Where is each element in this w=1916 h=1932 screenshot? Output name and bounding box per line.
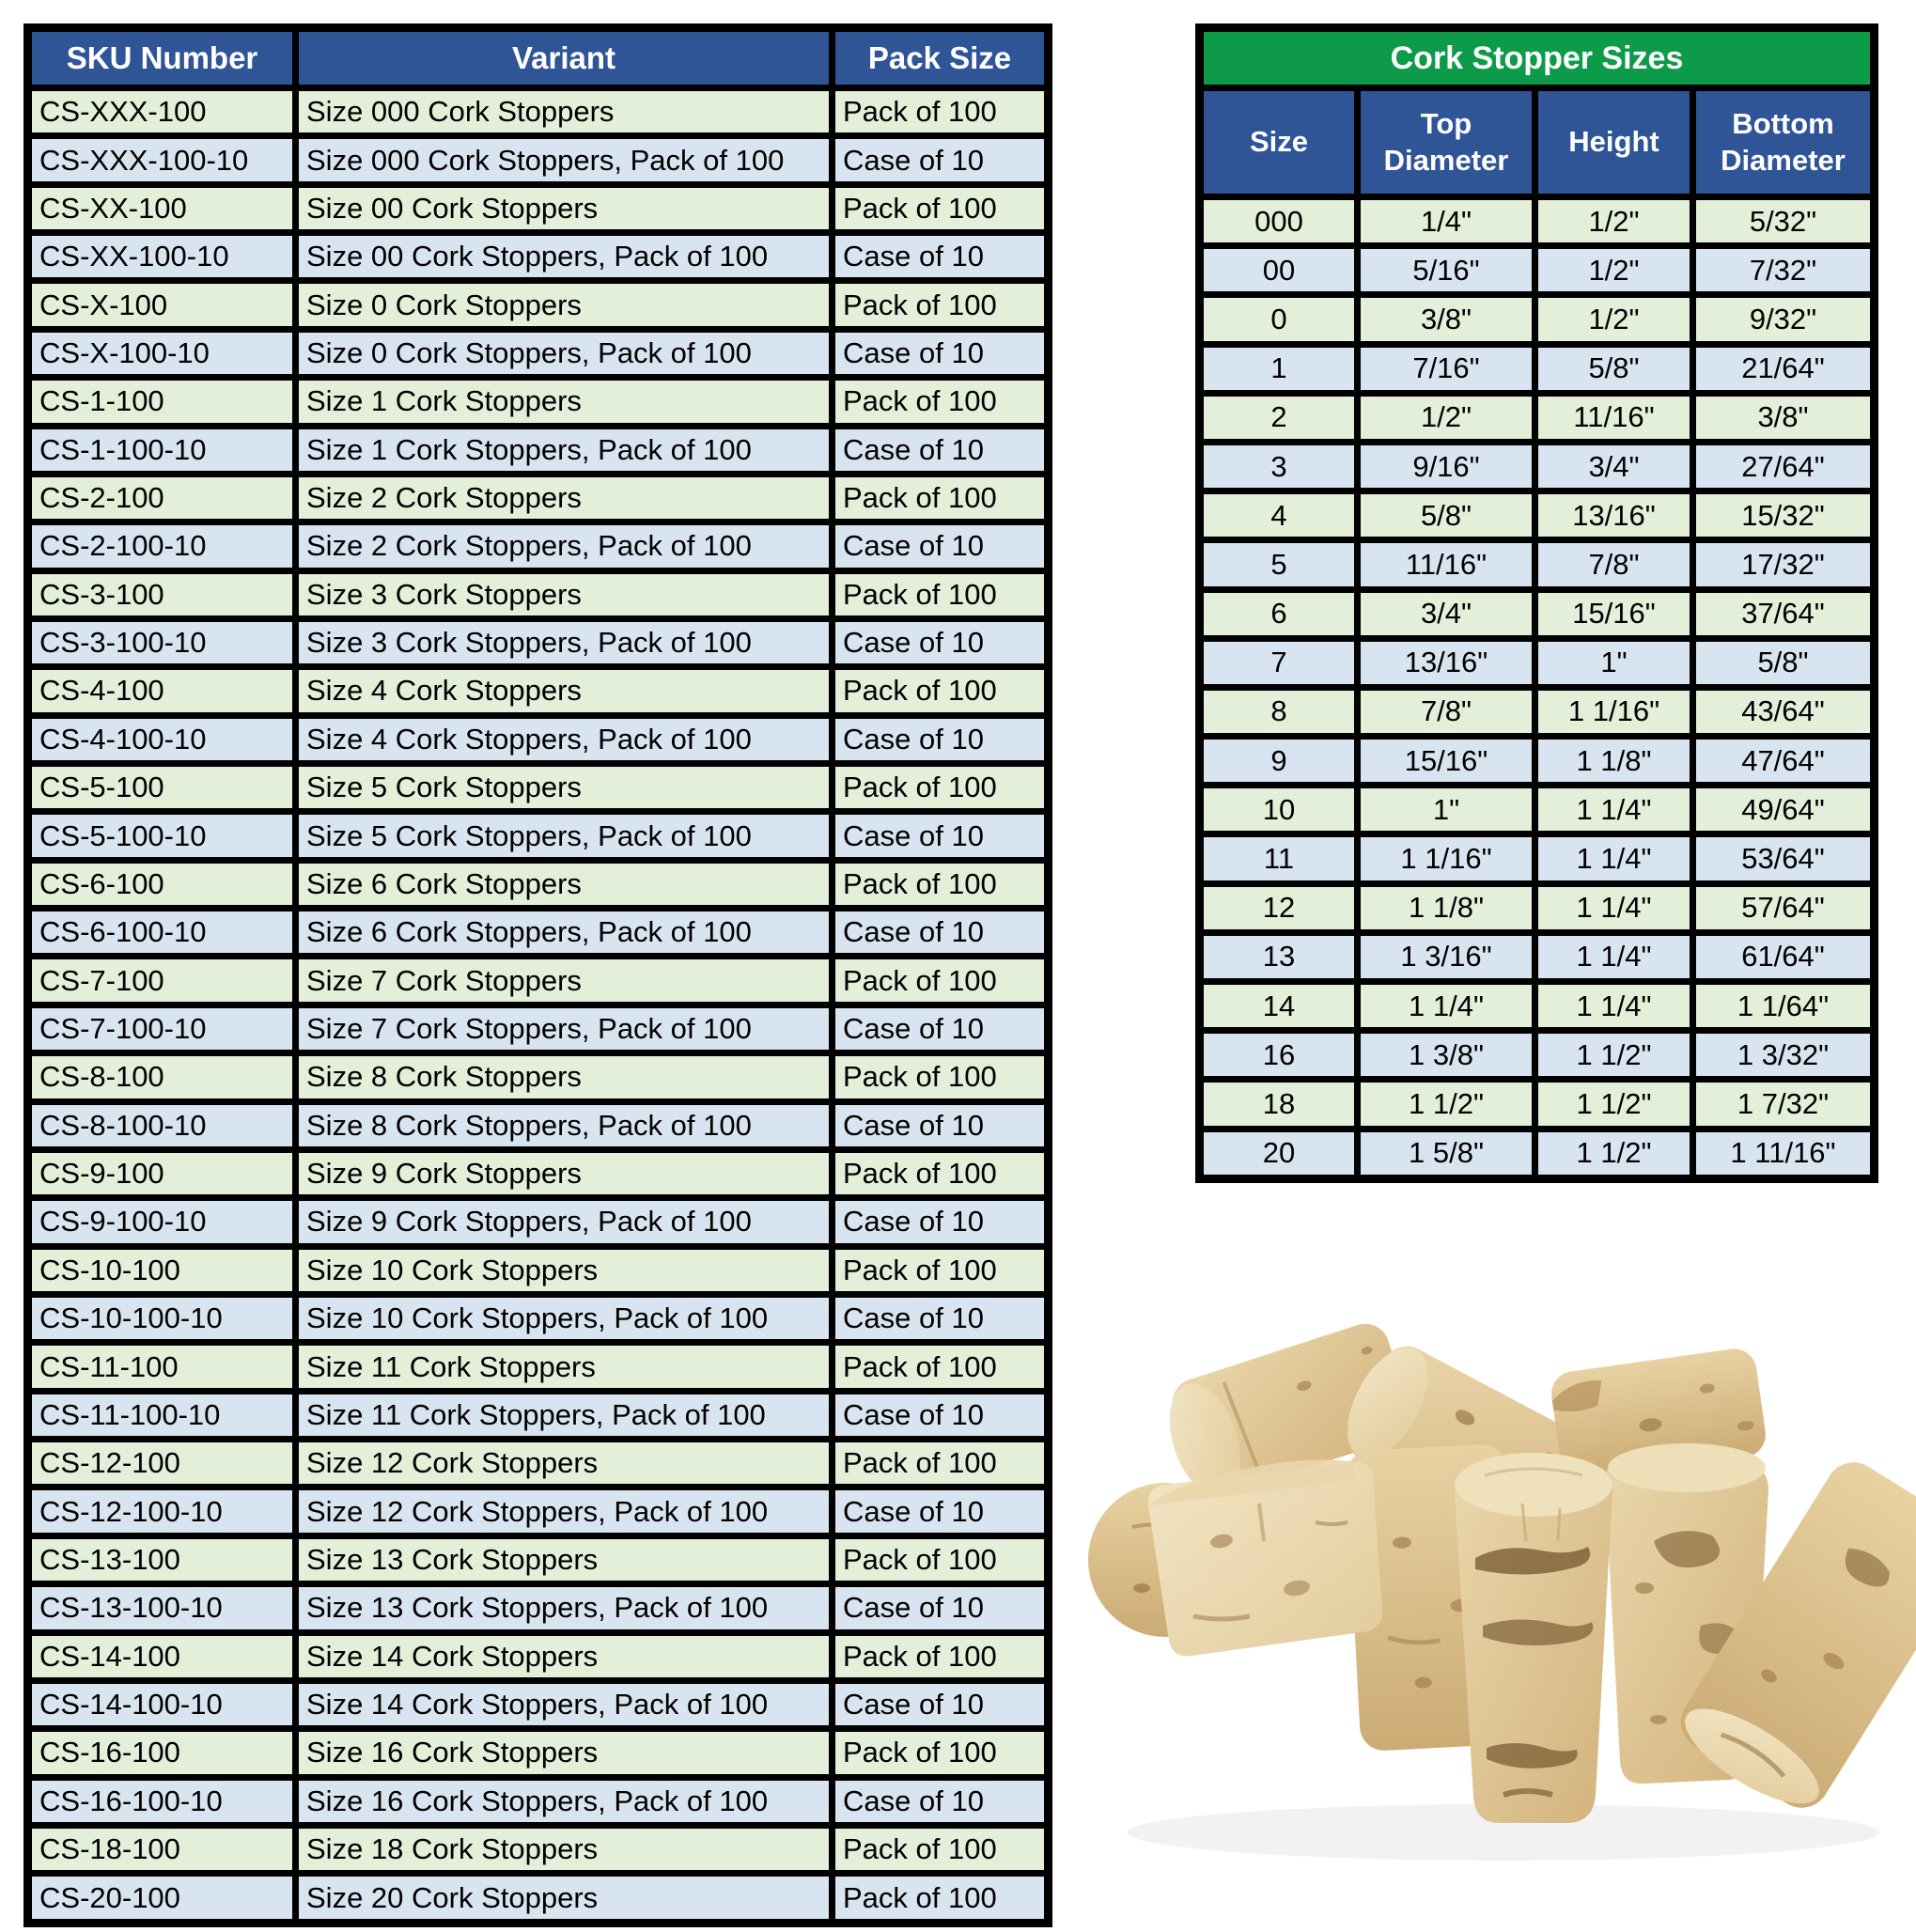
col-header-variant: Variant bbox=[296, 28, 833, 88]
table-row bbox=[1200, 883, 1875, 932]
table-row bbox=[28, 184, 1049, 232]
top-diameter-cell: 1 1/2" bbox=[1358, 1080, 1535, 1129]
height-cell: 5/8" bbox=[1535, 344, 1693, 393]
col-header-sku-number: SKU Number bbox=[28, 28, 296, 88]
variant-cell: Size 9 Cork Stoppers, Pack of 100 bbox=[296, 1198, 833, 1246]
size-cell: 000 bbox=[1200, 197, 1358, 246]
sku-cell: CS-5-100-10 bbox=[28, 812, 296, 860]
size-cell: 6 bbox=[1200, 589, 1358, 638]
table-row bbox=[28, 667, 1049, 715]
pack-size-cell: Pack of 100 bbox=[833, 1149, 1049, 1197]
height-cell: 13/16" bbox=[1535, 491, 1693, 540]
table-row bbox=[1200, 540, 1875, 589]
top-diameter-cell: 1 1/8" bbox=[1358, 883, 1535, 932]
table-row bbox=[28, 1343, 1049, 1391]
sku-cell: CS-9-100 bbox=[28, 1149, 296, 1197]
size-cell: 9 bbox=[1200, 737, 1358, 786]
table-row bbox=[28, 378, 1049, 426]
table-row bbox=[28, 1584, 1049, 1632]
table-row bbox=[28, 1488, 1049, 1535]
size-cell: 4 bbox=[1200, 491, 1358, 540]
table-row bbox=[28, 426, 1049, 474]
variant-cell: Size 1 Cork Stoppers bbox=[296, 378, 833, 426]
table-row bbox=[1200, 638, 1875, 687]
top-diameter-cell: 9/16" bbox=[1358, 442, 1535, 491]
size-cell: 5 bbox=[1200, 540, 1358, 589]
pack-size-cell: Case of 10 bbox=[833, 426, 1049, 474]
top-diameter-cell: 7/16" bbox=[1358, 344, 1535, 393]
variant-cell: Size 13 Cork Stoppers, Pack of 100 bbox=[296, 1584, 833, 1632]
variant-cell: Size 000 Cork Stoppers bbox=[296, 88, 833, 136]
pack-size-cell: Case of 10 bbox=[833, 1294, 1049, 1342]
pack-size-cell: Pack of 100 bbox=[833, 1343, 1049, 1391]
variant-cell: Size 18 Cork Stoppers bbox=[296, 1825, 833, 1873]
bottom-diameter-cell: 43/64" bbox=[1693, 687, 1875, 736]
table-row bbox=[1200, 834, 1875, 883]
bottom-diameter-cell: 57/64" bbox=[1693, 883, 1875, 932]
height-cell: 7/8" bbox=[1535, 540, 1693, 589]
table-row bbox=[28, 522, 1049, 570]
sku-cell: CS-12-100-10 bbox=[28, 1488, 296, 1535]
sku-cell: CS-20-100 bbox=[28, 1874, 296, 1924]
variant-cell: Size 20 Cork Stoppers bbox=[296, 1874, 833, 1924]
table-row bbox=[28, 1005, 1049, 1052]
bottom-diameter-cell: 1 1/64" bbox=[1693, 982, 1875, 1031]
table-row bbox=[28, 812, 1049, 860]
cork-front-center bbox=[1455, 1453, 1612, 1823]
variant-cell: Size 10 Cork Stoppers, Pack of 100 bbox=[296, 1294, 833, 1342]
sku-cell: CS-18-100 bbox=[28, 1825, 296, 1873]
table-row bbox=[28, 909, 1049, 957]
sku-cell: CS-X-100-10 bbox=[28, 329, 296, 377]
bottom-diameter-cell: 49/64" bbox=[1693, 786, 1875, 834]
pack-size-cell: Pack of 100 bbox=[833, 764, 1049, 812]
table-row bbox=[28, 860, 1049, 908]
sku-cell: CS-4-100-10 bbox=[28, 715, 296, 763]
table-row bbox=[1200, 786, 1875, 834]
height-cell: 1 1/2" bbox=[1535, 1080, 1693, 1129]
pack-size-cell: Case of 10 bbox=[833, 715, 1049, 763]
top-diameter-cell: 1/2" bbox=[1358, 393, 1535, 442]
height-cell: 1" bbox=[1535, 638, 1693, 687]
sku-cell: CS-5-100 bbox=[28, 764, 296, 812]
bottom-diameter-cell: 1 11/16" bbox=[1693, 1129, 1875, 1178]
sku-cell: CS-12-100 bbox=[28, 1440, 296, 1488]
table-row bbox=[1200, 344, 1875, 393]
height-cell: 1 1/4" bbox=[1535, 834, 1693, 883]
pack-size-cell: Pack of 100 bbox=[833, 88, 1049, 136]
top-diameter-cell: 3/4" bbox=[1358, 589, 1535, 638]
table-row bbox=[1200, 1129, 1875, 1178]
size-cell: 3 bbox=[1200, 442, 1358, 491]
variant-cell: Size 0 Cork Stoppers, Pack of 100 bbox=[296, 329, 833, 377]
table-row bbox=[28, 233, 1049, 281]
top-diameter-cell: 1" bbox=[1358, 786, 1535, 834]
top-diameter-cell: 1/4" bbox=[1358, 197, 1535, 246]
sku-table-body bbox=[28, 88, 1049, 1924]
variant-cell: Size 2 Cork Stoppers bbox=[296, 474, 833, 522]
variant-cell: Size 9 Cork Stoppers bbox=[296, 1149, 833, 1197]
pack-size-cell: Case of 10 bbox=[833, 1680, 1049, 1728]
cork-stoppers-photo bbox=[1081, 1306, 1916, 1889]
col-header-size: Size bbox=[1200, 88, 1358, 197]
variant-cell: Size 4 Cork Stoppers bbox=[296, 667, 833, 715]
table-row bbox=[28, 618, 1049, 666]
table-row bbox=[28, 957, 1049, 1005]
table-row bbox=[28, 1149, 1049, 1197]
variant-cell: Size 12 Cork Stoppers, Pack of 100 bbox=[296, 1488, 833, 1535]
pack-size-cell: Pack of 100 bbox=[833, 957, 1049, 1005]
size-cell: 1 bbox=[1200, 344, 1358, 393]
variant-cell: Size 8 Cork Stoppers bbox=[296, 1053, 833, 1101]
pack-size-cell: Pack of 100 bbox=[833, 1535, 1049, 1583]
table-row bbox=[28, 715, 1049, 763]
table-row bbox=[1200, 197, 1875, 246]
height-cell: 1 1/4" bbox=[1535, 932, 1693, 981]
size-cell: 13 bbox=[1200, 932, 1358, 981]
sizes-table-body bbox=[1200, 197, 1875, 1179]
pack-size-cell: Pack of 100 bbox=[833, 1053, 1049, 1101]
table-row bbox=[28, 1777, 1049, 1825]
sku-cell: CS-XX-100 bbox=[28, 184, 296, 232]
bottom-diameter-cell: 1 7/32" bbox=[1693, 1080, 1875, 1129]
col-header-pack-size: Pack Size bbox=[833, 28, 1049, 88]
bottom-diameter-cell: 1 3/32" bbox=[1693, 1031, 1875, 1080]
variant-cell: Size 14 Cork Stoppers bbox=[296, 1632, 833, 1680]
pack-size-cell: Case of 10 bbox=[833, 1777, 1049, 1825]
height-cell: 1/2" bbox=[1535, 246, 1693, 295]
table-row bbox=[1200, 589, 1875, 638]
pack-size-cell: Pack of 100 bbox=[833, 1729, 1049, 1777]
height-cell: 11/16" bbox=[1535, 393, 1693, 442]
sku-cell: CS-XXX-100 bbox=[28, 88, 296, 136]
size-cell: 16 bbox=[1200, 1031, 1358, 1080]
sku-cell: CS-7-100-10 bbox=[28, 1005, 296, 1052]
height-cell: 1 1/2" bbox=[1535, 1031, 1693, 1080]
top-diameter-cell: 15/16" bbox=[1358, 737, 1535, 786]
table-row bbox=[28, 1391, 1049, 1439]
table-row bbox=[28, 329, 1049, 377]
height-cell: 15/16" bbox=[1535, 589, 1693, 638]
size-cell: 0 bbox=[1200, 295, 1358, 344]
sku-cell: CS-2-100-10 bbox=[28, 522, 296, 570]
cork-front-left bbox=[1148, 1460, 1382, 1657]
variant-cell: Size 3 Cork Stoppers, Pack of 100 bbox=[296, 618, 833, 666]
sku-cell: CS-XXX-100-10 bbox=[28, 136, 296, 184]
bottom-diameter-cell: 7/32" bbox=[1693, 246, 1875, 295]
variant-cell: Size 00 Cork Stoppers, Pack of 100 bbox=[296, 233, 833, 281]
top-diameter-cell: 11/16" bbox=[1358, 540, 1535, 589]
size-cell: 18 bbox=[1200, 1080, 1358, 1129]
variant-cell: Size 10 Cork Stoppers bbox=[296, 1246, 833, 1294]
table-row bbox=[28, 474, 1049, 522]
top-diameter-cell: 3/8" bbox=[1358, 295, 1535, 344]
bottom-diameter-cell: 17/32" bbox=[1693, 540, 1875, 589]
pack-size-cell: Pack of 100 bbox=[833, 667, 1049, 715]
table-row bbox=[28, 764, 1049, 812]
table-row bbox=[1200, 687, 1875, 736]
table-row bbox=[28, 1825, 1049, 1873]
sku-cell: CS-13-100 bbox=[28, 1535, 296, 1583]
bottom-diameter-cell: 5/8" bbox=[1693, 638, 1875, 687]
variant-cell: Size 7 Cork Stoppers, Pack of 100 bbox=[296, 1005, 833, 1052]
col-header-bottom-diameter: Bottom Diameter bbox=[1693, 88, 1875, 197]
variant-cell: Size 8 Cork Stoppers, Pack of 100 bbox=[296, 1101, 833, 1149]
size-cell: 10 bbox=[1200, 786, 1358, 834]
top-diameter-cell: 1 3/16" bbox=[1358, 932, 1535, 981]
sku-cell: CS-16-100-10 bbox=[28, 1777, 296, 1825]
pack-size-cell: Case of 10 bbox=[833, 1101, 1049, 1149]
pack-size-cell: Pack of 100 bbox=[833, 1874, 1049, 1924]
height-cell: 1 1/16" bbox=[1535, 687, 1693, 736]
pack-size-cell: Case of 10 bbox=[833, 812, 1049, 860]
variant-cell: Size 6 Cork Stoppers, Pack of 100 bbox=[296, 909, 833, 957]
variant-cell: Size 16 Cork Stoppers, Pack of 100 bbox=[296, 1777, 833, 1825]
variant-cell: Size 16 Cork Stoppers bbox=[296, 1729, 833, 1777]
variant-cell: Size 000 Cork Stoppers, Pack of 100 bbox=[296, 136, 833, 184]
table-row bbox=[28, 1680, 1049, 1728]
sku-cell: CS-X-100 bbox=[28, 281, 296, 329]
bottom-diameter-cell: 37/64" bbox=[1693, 589, 1875, 638]
table-row bbox=[28, 136, 1049, 184]
variant-cell: Size 11 Cork Stoppers bbox=[296, 1343, 833, 1391]
pack-size-cell: Case of 10 bbox=[833, 1198, 1049, 1246]
sizes-table-title: Cork Stopper Sizes bbox=[1200, 28, 1875, 88]
variant-cell: Size 11 Cork Stoppers, Pack of 100 bbox=[296, 1391, 833, 1439]
variant-cell: Size 3 Cork Stoppers bbox=[296, 570, 833, 618]
table-row bbox=[28, 281, 1049, 329]
size-cell: 2 bbox=[1200, 393, 1358, 442]
top-diameter-cell: 1 1/4" bbox=[1358, 982, 1535, 1031]
bottom-diameter-cell: 53/64" bbox=[1693, 834, 1875, 883]
size-cell: 12 bbox=[1200, 883, 1358, 932]
table-row bbox=[1200, 1031, 1875, 1080]
table-row bbox=[28, 1440, 1049, 1488]
height-cell: 1/2" bbox=[1535, 197, 1693, 246]
variant-cell: Size 2 Cork Stoppers, Pack of 100 bbox=[296, 522, 833, 570]
height-cell: 1/2" bbox=[1535, 295, 1693, 344]
top-diameter-cell: 13/16" bbox=[1358, 638, 1535, 687]
bottom-diameter-cell: 61/64" bbox=[1693, 932, 1875, 981]
pack-size-cell: Case of 10 bbox=[833, 618, 1049, 666]
sku-cell: CS-3-100 bbox=[28, 570, 296, 618]
table-row bbox=[1200, 737, 1875, 786]
pack-size-cell: Pack of 100 bbox=[833, 1246, 1049, 1294]
col-header-height: Height bbox=[1535, 88, 1693, 197]
table-row bbox=[1200, 442, 1875, 491]
bottom-diameter-cell: 5/32" bbox=[1693, 197, 1875, 246]
table-row bbox=[28, 1294, 1049, 1342]
col-header-top-diameter: Top Diameter bbox=[1358, 88, 1535, 197]
size-cell: 7 bbox=[1200, 638, 1358, 687]
pack-size-cell: Case of 10 bbox=[833, 1391, 1049, 1439]
pack-size-cell: Pack of 100 bbox=[833, 184, 1049, 232]
sku-cell: CS-XX-100-10 bbox=[28, 233, 296, 281]
sku-cell: CS-10-100-10 bbox=[28, 1294, 296, 1342]
sku-cell: CS-4-100 bbox=[28, 667, 296, 715]
variant-cell: Size 0 Cork Stoppers bbox=[296, 281, 833, 329]
pack-size-cell: Pack of 100 bbox=[833, 378, 1049, 426]
table-row bbox=[1200, 1080, 1875, 1129]
table-row bbox=[1200, 246, 1875, 295]
bottom-diameter-cell: 27/64" bbox=[1693, 442, 1875, 491]
sku-table-header-row bbox=[28, 28, 1049, 88]
sizes-table-title-row bbox=[1200, 28, 1875, 88]
pack-size-cell: Case of 10 bbox=[833, 1488, 1049, 1535]
pack-size-cell: Case of 10 bbox=[833, 233, 1049, 281]
variant-cell: Size 12 Cork Stoppers bbox=[296, 1440, 833, 1488]
height-cell: 1 1/4" bbox=[1535, 786, 1693, 834]
variant-cell: Size 13 Cork Stoppers bbox=[296, 1535, 833, 1583]
table-row bbox=[1200, 932, 1875, 981]
sku-cell: CS-8-100-10 bbox=[28, 1101, 296, 1149]
table-row bbox=[28, 570, 1049, 618]
sku-cell: CS-11-100 bbox=[28, 1343, 296, 1391]
pack-size-cell: Case of 10 bbox=[833, 136, 1049, 184]
pack-size-cell: Case of 10 bbox=[833, 909, 1049, 957]
pack-size-cell: Pack of 100 bbox=[833, 281, 1049, 329]
pack-size-cell: Pack of 100 bbox=[833, 860, 1049, 908]
sku-cell: CS-6-100-10 bbox=[28, 909, 296, 957]
variant-cell: Size 6 Cork Stoppers bbox=[296, 860, 833, 908]
size-cell: 00 bbox=[1200, 246, 1358, 295]
bottom-diameter-cell: 47/64" bbox=[1693, 737, 1875, 786]
top-diameter-cell: 1 3/8" bbox=[1358, 1031, 1535, 1080]
top-diameter-cell: 7/8" bbox=[1358, 687, 1535, 736]
table-row bbox=[28, 1101, 1049, 1149]
table-row bbox=[28, 88, 1049, 136]
table-row bbox=[28, 1198, 1049, 1246]
sku-cell: CS-16-100 bbox=[28, 1729, 296, 1777]
table-row bbox=[1200, 393, 1875, 442]
variant-cell: Size 4 Cork Stoppers, Pack of 100 bbox=[296, 715, 833, 763]
pack-size-cell: Case of 10 bbox=[833, 1584, 1049, 1632]
table-row bbox=[28, 1246, 1049, 1294]
sku-cell: CS-1-100 bbox=[28, 378, 296, 426]
sku-cell: CS-10-100 bbox=[28, 1246, 296, 1294]
table-row bbox=[1200, 982, 1875, 1031]
bottom-diameter-cell: 21/64" bbox=[1693, 344, 1875, 393]
sku-cell: CS-14-100-10 bbox=[28, 1680, 296, 1728]
variant-cell: Size 14 Cork Stoppers, Pack of 100 bbox=[296, 1680, 833, 1728]
pack-size-cell: Pack of 100 bbox=[833, 1825, 1049, 1873]
top-diameter-cell: 5/16" bbox=[1358, 246, 1535, 295]
table-row bbox=[1200, 295, 1875, 344]
pack-size-cell: Case of 10 bbox=[833, 1005, 1049, 1052]
table-row bbox=[28, 1053, 1049, 1101]
variant-cell: Size 5 Cork Stoppers, Pack of 100 bbox=[296, 812, 833, 860]
variant-cell: Size 5 Cork Stoppers bbox=[296, 764, 833, 812]
sizes-table-header-row bbox=[1200, 88, 1875, 197]
table-row bbox=[1200, 491, 1875, 540]
sku-cell: CS-8-100 bbox=[28, 1053, 296, 1101]
sku-cell: CS-3-100-10 bbox=[28, 618, 296, 666]
size-cell: 11 bbox=[1200, 834, 1358, 883]
pack-size-cell: Pack of 100 bbox=[833, 1440, 1049, 1488]
sku-cell: CS-7-100 bbox=[28, 957, 296, 1005]
bottom-diameter-cell: 15/32" bbox=[1693, 491, 1875, 540]
top-diameter-cell: 1 1/16" bbox=[1358, 834, 1535, 883]
table-row bbox=[28, 1632, 1049, 1680]
table-row bbox=[28, 1535, 1049, 1583]
sku-cell: CS-6-100 bbox=[28, 860, 296, 908]
pack-size-cell: Pack of 100 bbox=[833, 474, 1049, 522]
variant-cell: Size 1 Cork Stoppers, Pack of 100 bbox=[296, 426, 833, 474]
pack-size-cell: Case of 10 bbox=[833, 329, 1049, 377]
height-cell: 1 1/2" bbox=[1535, 1129, 1693, 1178]
pack-size-cell: Case of 10 bbox=[833, 522, 1049, 570]
bottom-diameter-cell: 9/32" bbox=[1693, 295, 1875, 344]
sku-cell: CS-13-100-10 bbox=[28, 1584, 296, 1632]
size-cell: 14 bbox=[1200, 982, 1358, 1031]
sku-cell: CS-14-100 bbox=[28, 1632, 296, 1680]
table-row bbox=[28, 1729, 1049, 1777]
sku-cell: CS-9-100-10 bbox=[28, 1198, 296, 1246]
height-cell: 1 1/4" bbox=[1535, 883, 1693, 932]
pack-size-cell: Pack of 100 bbox=[833, 1632, 1049, 1680]
size-cell: 8 bbox=[1200, 687, 1358, 736]
sku-cell: CS-2-100 bbox=[28, 474, 296, 522]
top-diameter-cell: 5/8" bbox=[1358, 491, 1535, 540]
cork-sizes-table bbox=[1195, 23, 1878, 1183]
table-row bbox=[28, 1874, 1049, 1924]
height-cell: 3/4" bbox=[1535, 442, 1693, 491]
size-cell: 20 bbox=[1200, 1129, 1358, 1178]
pack-size-cell: Pack of 100 bbox=[833, 570, 1049, 618]
height-cell: 1 1/8" bbox=[1535, 737, 1693, 786]
height-cell: 1 1/4" bbox=[1535, 982, 1693, 1031]
variant-cell: Size 7 Cork Stoppers bbox=[296, 957, 833, 1005]
sku-variant-table bbox=[23, 23, 1052, 1927]
variant-cell: Size 00 Cork Stoppers bbox=[296, 184, 833, 232]
sku-cell: CS-1-100-10 bbox=[28, 426, 296, 474]
bottom-diameter-cell: 3/8" bbox=[1693, 393, 1875, 442]
sku-cell: CS-11-100-10 bbox=[28, 1391, 296, 1439]
top-diameter-cell: 1 5/8" bbox=[1358, 1129, 1535, 1178]
